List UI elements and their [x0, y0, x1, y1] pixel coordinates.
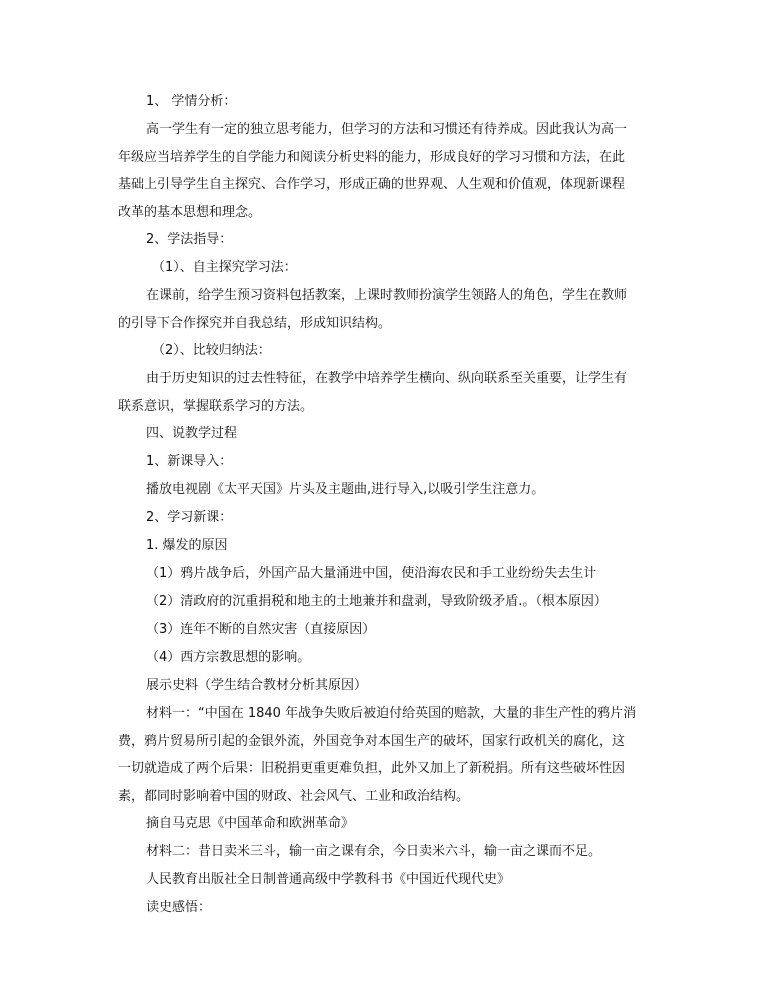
paragraph-material-one — [118, 700, 658, 810]
heading-student-analysis: 1、 学情分析： — [146, 94, 237, 109]
heading-study-method: 2、学法指导： — [146, 232, 233, 247]
citation-textbook: 人民教育出版社全日制普通高级中学教科书《中国近代现代史》 — [146, 872, 511, 887]
heading-causes: 1. 爆发的原因 — [146, 538, 228, 553]
heading-historical-material: 展示史料（学生结合教材分析其原因） — [146, 678, 368, 693]
text-line: 材料一：“中国在 1840 年战争失败后被迫付给英国的赔款，大量的非生产性的鸦片消 — [146, 706, 637, 721]
text-line: 高一学生有一定的独立思考能力，但学习的方法和习惯还有待养成。因此我认为高一 — [146, 122, 628, 137]
list-item-cause-3: （3）连年不断的自然灾害（直接原因） — [146, 622, 376, 637]
heading-self-inquiry: （1）、自主探究学习法： — [152, 260, 297, 275]
text-line: 在课前，给学生预习资料包括教案，上课时教师扮演学生领路人的角色，学生在教师 — [146, 288, 628, 303]
list-item-cause-1: （1）鸦片战争后，外国产品大量涌进中国，使沿海农民和手工业纷纷失去生计 — [146, 566, 597, 581]
paragraph-self-inquiry — [118, 282, 658, 337]
paragraph-student-analysis — [118, 116, 658, 226]
text-line: 的引导下合作探究并自我总结，形成知识结构。 — [118, 315, 392, 331]
text-line: 由于历史知识的过去性特征，在教学中培养学生横向、纵向联系至关重要，让学生有 — [146, 371, 628, 386]
text-line: 改革的基本思想和理念。 — [118, 204, 262, 220]
heading-reflection: 读史感悟： — [146, 900, 212, 915]
text-lesson-intro: 播放电视剧《太平天国》片头及主题曲,进行导入,以吸引学生注意力。 — [146, 482, 545, 497]
heading-new-lesson: 2、学习新课： — [146, 510, 233, 525]
paragraph-comparison-method — [118, 365, 658, 420]
heading-comparison-method: （2）、比较归纳法： — [152, 343, 271, 358]
text-line: 素，都同时影响着中国的财政、社会风气、工业和政治结构。 — [118, 788, 470, 804]
text-line: 费，鸦片贸易所引起的金银外流，外国竞争对本国生产的破坏，国家行政机关的腐化，这 — [118, 733, 626, 749]
heading-teaching-process: 四、说教学过程 — [146, 426, 238, 441]
citation-marx: 摘自马克思《中国革命和欧洲革命》 — [146, 816, 355, 831]
list-item-cause-2: （2）清政府的沉重捐税和地主的土地兼并和盘剥，导致阶级矛盾.。（根本原因） — [146, 594, 607, 609]
text-line: 基础上引导学生自主探究、合作学习，形成正确的世界观、人生观和价值观，体现新课程 — [118, 177, 626, 192]
text-line: 年级应当培养学生的自学能力和阅读分析史料的能力，形成良好的学习习惯和方法，在此 — [118, 149, 626, 165]
text-line: 联系意识，掌握联系学习的方法。 — [118, 398, 314, 414]
list-item-cause-4: （4）西方宗教思想的影响。 — [146, 650, 311, 665]
heading-lesson-intro: 1、新课导入： — [146, 454, 233, 469]
text-line: 一切就造成了两个后果：旧税捐更重更难负担，此外又加上了新税捐。所有这些破坏性因 — [118, 761, 626, 776]
paragraph-material-two: 材料二：昔日卖米三斗，输一亩之课有余，今日卖米六斗，输一亩之课而不足。 — [146, 844, 602, 859]
